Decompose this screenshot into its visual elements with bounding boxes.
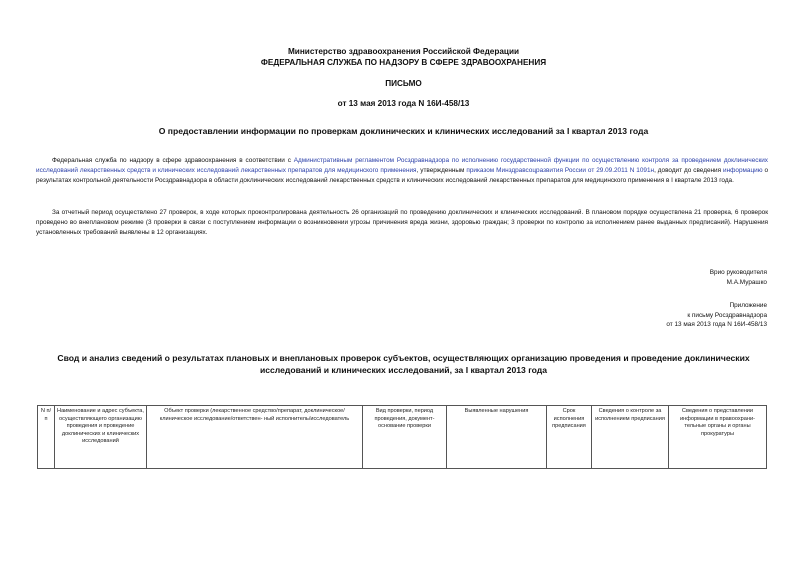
header-cell-law-enforcement: Сведения о представлении информации в правоохрани- тельные органы и органы прокуратуры (669, 406, 767, 469)
information-link[interactable]: информацию (723, 167, 763, 174)
para1-text-4: о результатах контрольной деятельности Росздравнадзора в области доклинических исследований лекарственных средств и клинических исследований лекарственных препаратов для медицинского применения в I квартале 2013 года. (36, 167, 769, 184)
signature-position: Врио руководителя (709, 269, 767, 276)
signature-block (710, 268, 767, 287)
para1-text-2: , утвержденным (416, 167, 467, 174)
summary-title-line-1: Свод и анализ сведений о результатах плановых и внеплановых проверок субъектов, осуществляющих организацию проведения и проведение доклинических (57, 353, 750, 363)
para1-text-3: , доводит до сведения (654, 167, 724, 174)
summary-title-line-2: исследований и клинических исследований, за I квартал 2013 года (259, 365, 548, 375)
appendix-line-2: к письму Росздравнадзора (687, 311, 767, 319)
header-cell-subject: Наименование и адрес субъекта, осуществляющего организацию проведения и проведение доклинических и клинических исследований (55, 406, 147, 469)
appendix-block (666, 301, 767, 330)
service-name: ФЕДЕРАЛЬНАЯ СЛУЖБА ПО НАДЗОРУ В СФЕРЕ ЗДРАВООХРАНЕНИЯ (260, 58, 547, 67)
signature-name: М.А.Мурашко (726, 278, 767, 286)
paragraph-1 (36, 156, 768, 186)
regulation-link[interactable]: Административным регламентом Росздравнадзора по исполнению государственной функции по осуществлению контроля за проведением доклинических исследований лекарственных средств и клинических исследований лекарственных препаратов для медицинского применения (36, 157, 769, 174)
header-cell-number: N п/п (38, 406, 55, 469)
ministry-name: Министерство здравоохранения Российской Федерации (287, 47, 520, 56)
para1-text-1: Федеральная служба по надзору в сфере здравоохранения в соответствии с (52, 157, 294, 164)
inspection-table (37, 405, 767, 469)
header-cell-violations: Выявленные нарушения (447, 406, 547, 469)
paragraph-2 (36, 208, 768, 238)
header-cell-inspection-type: Вид проверки, период проведения, документ- основание проверки (363, 406, 447, 469)
letter-subject: О предоставлении информации по проверкам доклинических и клинических исследований за I квартал 2013 года (158, 126, 649, 136)
table-header-row (38, 406, 767, 469)
header-cell-object: Объект проверки (лекарственное средство/препарат, доклиническое/клиническое исследование/ответствен- ный исполнитель/исследователь (147, 406, 363, 469)
appendix-line-1: Приложение (729, 302, 767, 309)
doc-reference: от 13 мая 2013 года N 16И-458/13 (337, 99, 470, 108)
order-link[interactable]: приказом Минздравсоцразвития России от 29.09.2011 N 1091н (466, 167, 655, 174)
para2-text: За отчетный период осуществлено 27 проверок, в ходе которых проконтролирована деятельность 26 организаций по проведению доклинических и клинических исследований. В плановом порядке осуществлена 21 проверка, 6 проверок проведено во внеплановом режиме (3 проверки в связи с поступлением информации о возникновении угрозы причинения вреда жизни, здоровью граждан; 3 проверки по контролю за исполнением ранее выданных предписаний). Нарушения установленных требований выявлены в 12 организациях. (36, 209, 768, 236)
summary-title (40, 352, 767, 376)
appendix-line-3: от 13 мая 2013 года N 16И-458/13 (666, 321, 767, 328)
doc-type: ПИСЬМО (385, 79, 422, 88)
header-cell-deadline: Срок исполнения предписания (547, 406, 592, 469)
header-cell-control: Сведения о контроле за исполнением предписания (592, 406, 669, 469)
